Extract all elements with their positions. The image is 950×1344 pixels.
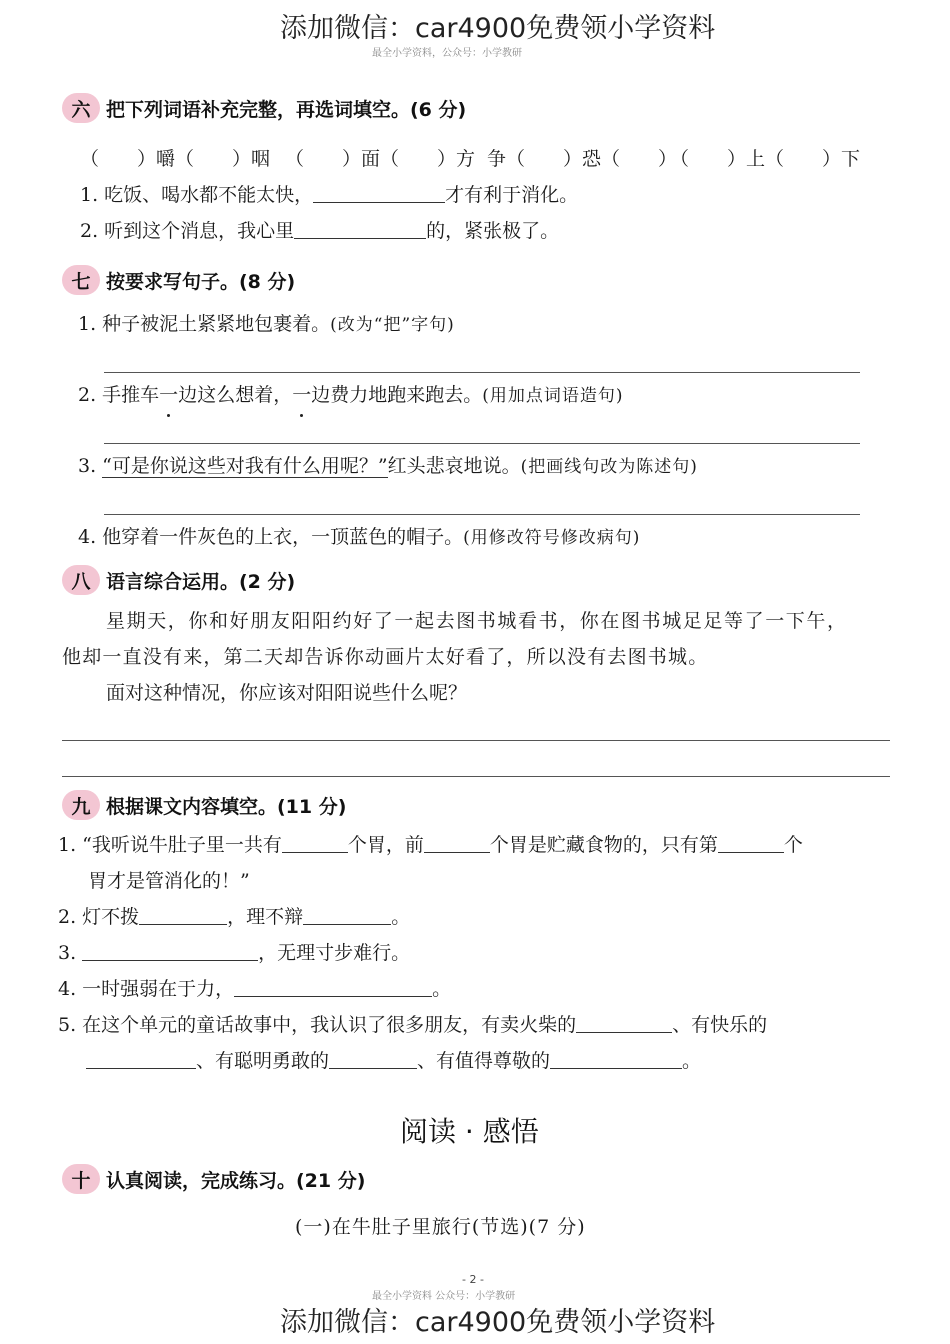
s9-q1-text-a: 1. “我听说牛肚子里一共有 (58, 834, 282, 856)
s6-q1-text-a: 1. 吃饭、喝水都不能太快， (80, 184, 314, 206)
s8-answer-line-1[interactable] (62, 740, 890, 741)
s9-q3-text: ，无理寸步难行。 (258, 942, 411, 964)
s9-q1-text-d: 个 (783, 834, 803, 856)
s9-q5-text-a: 5. 在这个单元的童话故事中，我认识了很多朋友，有卖火柴的 (58, 1014, 577, 1036)
s7-question-2 (78, 382, 624, 409)
s9-q1-text-b: 个胃，前 (347, 834, 424, 856)
section-6-header (62, 91, 466, 125)
s9-q3-num: 3. (58, 942, 83, 964)
s7-question-4 (78, 524, 640, 551)
s9-q5-continuation (86, 1048, 701, 1074)
s7-q2-note: (用加点词语造句) (482, 386, 624, 406)
faint-header-text: 最全小学资料，公众号：小学教研 (372, 48, 522, 59)
s7-answer-line-1[interactable] (104, 372, 860, 373)
section-10-title: 认真阅读，完成练习。(21 分) (106, 1169, 366, 1192)
section-6-title: 把下列词语补充完整，再选词填空。(6 分) (106, 98, 467, 121)
section-9-header (62, 788, 346, 822)
s9-question-1 (58, 832, 803, 858)
s6-q2-blank[interactable] (294, 218, 426, 239)
section-8-header (62, 563, 295, 597)
s7-answer-line-3[interactable] (104, 514, 860, 515)
s9-q5-blank-2[interactable] (86, 1048, 196, 1069)
faint-footer-text: 最全小学资料 公众号：小学教研 (372, 1291, 516, 1302)
s9-q5-text-b: 、有快乐的 (672, 1014, 768, 1036)
s8-answer-line-2[interactable] (62, 776, 890, 777)
s6-word-3: 争（ ）恐（ ） (487, 148, 678, 170)
s7-q1-text: 1. 种子被泥土紧紧地包裹着。 (78, 313, 331, 335)
s9-question-4 (58, 976, 451, 1002)
s9-q5-text-e: 。 (682, 1050, 702, 1072)
s7-q2-text-b: 边这么想着， (178, 384, 293, 406)
s6-word-2: （ ）面（ ）方 (285, 148, 476, 170)
s7-q3-underlined-sentence: “可是你说这些对我有什么用呢？” (102, 455, 388, 477)
s9-question-5 (58, 1012, 767, 1038)
page-number: - 2 - (462, 1273, 484, 1286)
s9-q4-text-b: 。 (432, 978, 452, 1000)
section-10-header (62, 1162, 365, 1196)
section-8-badge: 八 (62, 565, 100, 595)
s6-question-1 (80, 182, 578, 208)
s9-q1-blank-1[interactable] (282, 832, 348, 853)
watermark-top: 添加微信：car4900免费领小学资料 (280, 13, 716, 44)
s9-q2-text-b: ，理不辩 (227, 906, 304, 928)
section-9-badge: 九 (62, 790, 100, 820)
s9-q1-blank-3[interactable] (718, 832, 784, 853)
s7-q4-note: (用修改符号修改病句) (463, 528, 641, 548)
section-10-badge: 十 (62, 1164, 100, 1194)
s9-q2-blank-2[interactable] (303, 904, 391, 925)
s9-question-2 (58, 904, 410, 930)
s9-question-3 (58, 940, 410, 966)
s9-q5-blank-1[interactable] (576, 1012, 672, 1033)
section-8-title: 语言综合运用。(2 分) (106, 570, 296, 593)
s9-q1-text-c: 个胃是贮藏食物的，只有第 (489, 834, 718, 856)
s9-q2-blank-1[interactable] (139, 904, 227, 925)
s6-q2-text-b: 的，紧张极了。 (426, 220, 560, 242)
s9-q4-text-a: 4. 一时强弱在于力， (58, 978, 235, 1000)
section-7-header (62, 263, 295, 297)
reading-section-header: 阅读 · 感悟 (400, 1115, 539, 1148)
s7-q2-text-c: 边费力地跑来跑去。 (311, 384, 483, 406)
s9-q3-blank[interactable] (82, 940, 258, 961)
s7-q3-rest: 红头悲哀地说。 (387, 455, 521, 477)
s7-question-3 (78, 453, 698, 480)
s9-q4-blank[interactable] (234, 976, 432, 997)
s9-q2-text-c: 。 (391, 906, 411, 928)
s9-q5-text-d: 、有值得尊敬的 (417, 1050, 551, 1072)
s9-q5-blank-4[interactable] (550, 1048, 682, 1069)
s8-question: 面对这种情况，你应该对阳阳说些什么呢？ (106, 682, 468, 704)
s9-q5-text-c: 、有聪明勇敢的 (196, 1050, 330, 1072)
s7-q1-note: (改为“把”字句) (330, 315, 455, 335)
s7-q4-text: 4. 他穿着一件灰色的上衣，一顶蓝色的帽子。 (78, 526, 464, 548)
watermark-bottom: 添加微信：car4900免费领小学资料 (280, 1307, 716, 1338)
s7-answer-line-2[interactable] (104, 443, 860, 444)
section-6-badge: 六 (62, 93, 100, 123)
section-7-badge: 七 (62, 265, 100, 295)
s9-q1-blank-2[interactable] (424, 832, 490, 853)
s6-word-4: （ ）上（ ）下 (670, 148, 861, 170)
s9-q2-text-a: 2. 灯不拨 (58, 906, 140, 928)
s8-paragraph-line-1: 星期天，你和好朋友阳阳约好了一起去图书城看书，你在图书城足足等了一下午， (106, 610, 848, 632)
s9-q5-blank-3[interactable] (329, 1048, 417, 1069)
s7-q3-num: 3. (78, 455, 103, 477)
section-7-title: 按要求写句子。(8 分) (106, 270, 296, 293)
s8-paragraph-line-2: 他却一直没有来，第二天却告诉你动画片太好看了，所以没有去图书城。 (62, 646, 709, 668)
s9-q1-continuation: 胃才是管消化的！” (88, 870, 250, 892)
s7-q2-dotted-char-2: 一 (292, 384, 312, 406)
s6-word-1: （ ）嚼（ ）咽 (80, 148, 271, 170)
section-9-title: 根据课文内容填空。(11 分) (106, 795, 347, 818)
s7-question-1 (78, 311, 455, 338)
s6-q1-blank[interactable] (313, 182, 445, 203)
s7-q3-note: (把画线句改为陈述句) (520, 457, 698, 477)
s7-q2-text-a: 2. 手推车 (78, 384, 160, 406)
s7-q2-dotted-char-1: 一 (159, 384, 179, 406)
reading-passage-title: (一)在牛肚子里旅行(节选)(7 分) (295, 1216, 586, 1238)
s6-q2-text-a: 2. 听到这个消息，我心里 (80, 220, 295, 242)
s6-q1-text-b: 才有利于消化。 (445, 184, 579, 206)
s6-question-2 (80, 218, 559, 244)
